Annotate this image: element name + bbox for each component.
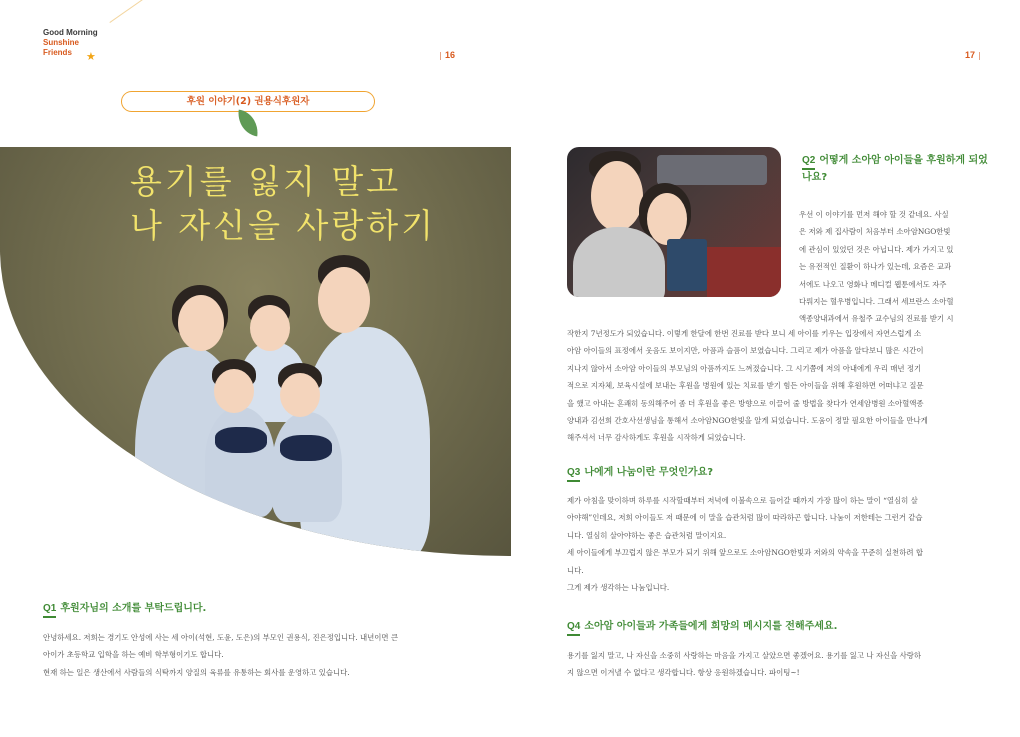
photo-father-face xyxy=(318,267,370,333)
q2-line: 액종양내과에서 유철주 교수님의 진료를 받기 시 xyxy=(799,314,954,324)
q3-line: 아야해”인데요, 저희 아이들도 저 때문에 이 말을 습관처럼 많이 따라하곤 합니다. 나눔이 저한테는 그런거 같습 xyxy=(567,513,923,523)
logo-line-1: Good Morning xyxy=(43,28,98,37)
star-icon: ★ xyxy=(86,50,96,63)
q2-line: 서에도 나오고 영화나 메디컬 웹툰에서도 자주 xyxy=(799,279,947,289)
q3-line: 세 아이들에게 부끄럽지 않은 부모가 되기 위해 앞으로도 소아암NGO한빛과 저와의 약속을 꾸준히 실천하려 합 xyxy=(567,548,923,558)
page-number-left-text: 16 xyxy=(445,50,456,60)
q1-tag: Q1 xyxy=(43,601,56,618)
q2-line: 은 저와 제 집사람이 처음부터 소아암NGO한빛 xyxy=(799,227,951,237)
q1-heading xyxy=(43,601,206,618)
page-number-right xyxy=(965,50,984,60)
q2-question-line-2: 나요? xyxy=(802,172,828,183)
q2-line: 다뤄지는 혈우병입니다. 그래서 세브란스 소아혈 xyxy=(799,297,954,307)
photo-daughter-1-bow xyxy=(215,427,267,453)
q2-line: 아암 아이들의 표정에서 웃음도 보이지만, 아픔과 슬픔이 보였습니다. 그리고 제가 아픔을 알다보니 많은 시간이 xyxy=(567,346,924,356)
leaf-icon xyxy=(235,110,260,137)
photo-man-body xyxy=(573,227,665,297)
photo-book xyxy=(667,239,707,291)
q2-line: 양내과 김선희 간호사선생님을 통해서 소아암NGO한빛을 알게 되었습니다. 도움이 정말 필요한 아이들을 만나게 xyxy=(567,416,928,426)
logo-line-3: Friends xyxy=(43,48,72,57)
q3-answer xyxy=(567,492,979,596)
calligraphy-line-1: 용기를 잃지 말고 xyxy=(130,162,402,201)
q4-heading xyxy=(567,619,837,636)
q2-question-line-1: 어떻게 소아암 아이들을 후원하게 되었 xyxy=(819,155,988,166)
q4-line: 지 않으면 이겨낼 수 없다고 생각합니다. 항상 응원하겠습니다. 파이팅~! xyxy=(567,668,800,678)
photo-mother-face xyxy=(178,295,224,351)
photo-daughter-2-face xyxy=(280,373,320,417)
q3-question: 나에게 나눔이란 무엇인가요? xyxy=(584,467,714,478)
q3-line: 니다. 열심히 살아야하는 좋은 습관처럼 말이지요. xyxy=(567,530,727,540)
photo-daughter-2 xyxy=(272,412,342,522)
q1-line: 아이가 초등학교 입학을 하는 예비 학부형이기도 합니다. xyxy=(43,650,224,660)
section-title-pill: 후원 이야기(2) 권용식후원자 xyxy=(121,91,375,112)
divider xyxy=(979,52,980,60)
q2-tag: Q2 xyxy=(802,153,815,170)
photo-screen xyxy=(657,155,767,185)
photo-daughter-2-bow xyxy=(280,435,332,461)
q3-line: 그게 제가 생각하는 나눔입니다. xyxy=(567,583,670,593)
q1-line: 현재 하는 일은 생산에서 사람들의 식탁까지 양질의 육류를 유통하는 회사를 운영하고 있습니다. xyxy=(43,667,350,677)
q2-line: 을 했고 아내는 흔쾌히 동의해주어 좀 더 후원을 좋은 방향으로 이끌어 줄 방법을 찾다가 연세암병원 소아혈액종 xyxy=(567,398,924,408)
photo-seats xyxy=(707,247,781,297)
q2-line: 해주셔서 너무 감사하게도 후원을 시작하게 되었습니다. xyxy=(567,433,746,443)
q2-heading xyxy=(802,153,992,185)
q3-heading xyxy=(567,465,713,482)
logo-line-2: Sunshine xyxy=(43,38,80,47)
photo-man-face xyxy=(591,161,643,231)
photo-woman-face xyxy=(647,193,687,245)
q3-line: 제가 아침을 맞이하며 하루를 시작할때부터 저녁에 이불속으로 들어갈 때까지 가장 많이 하는 말이 “열심히 살 xyxy=(567,496,918,505)
q3-tag: Q3 xyxy=(567,465,580,482)
q1-answer xyxy=(43,629,483,681)
q4-question: 소아암 아이들과 가족들에게 희망의 메시지를 전해주세요. xyxy=(584,621,838,632)
photo-son-face xyxy=(250,305,290,351)
q2-line: 우선 이 이야기를 먼저 해야 할 것 같네요. 사실 xyxy=(799,210,949,219)
q4-answer xyxy=(567,647,979,682)
q1-question: 후원자님의 소개를 부탁드립니다. xyxy=(60,603,207,614)
page-number-left xyxy=(436,50,455,60)
decorative-line xyxy=(97,0,159,23)
photo-daughter-1-face xyxy=(214,369,254,413)
q4-line: 용기를 잃지 말고, 나 자신을 소중히 사랑하는 마음을 가지고 살았으면 좋겠어요. 용기를 잃고 나 자신을 사랑하 xyxy=(567,651,922,660)
q2-line: 는 유전적인 질환이 하나가 있는데, 요즘은 교과 xyxy=(799,262,952,272)
q2-answer-wide xyxy=(567,325,979,447)
q2-answer-narrow xyxy=(799,206,979,328)
q2-line: 에 관심이 있었던 것은 아닙니다. 제가 가지고 있 xyxy=(799,244,954,254)
photo-daughter-1 xyxy=(205,407,275,517)
q1-line: 안녕하세요. 저희는 경기도 안성에 사는 세 아이(석현, 도윤, 도은)의 부모인 권용식, 진은정입니다. 내년이면 큰 xyxy=(43,633,399,642)
theater-photo xyxy=(567,147,781,297)
q2-line: 지나지 않아서 소아암 아이들의 부모님의 아픔까지도 느껴졌습니다. 그 시기쯤에 저의 아내에게 우리 매년 정기 xyxy=(567,363,922,373)
divider xyxy=(440,52,441,60)
calligraphy-line-2: 나 자신을 사랑하기 xyxy=(130,206,437,245)
q4-tag: Q4 xyxy=(567,619,580,636)
q2-line: 작한지 7년정도가 되었습니다. 이렇게 한달에 한번 진료를 받다 보니 세 아이를 키우는 입장에서 자연스럽게 소 xyxy=(567,329,922,338)
q3-line: 니다. xyxy=(567,565,584,575)
q2-line: 적으로 지자체, 보육시설에 보내는 후원을 병원에 있는 치료를 받기 힘든 아이들을 위해 후원하면 어떠냐고 질문 xyxy=(567,381,924,391)
page-number-right-text: 17 xyxy=(965,50,976,60)
calligraphy-caption xyxy=(130,160,460,248)
